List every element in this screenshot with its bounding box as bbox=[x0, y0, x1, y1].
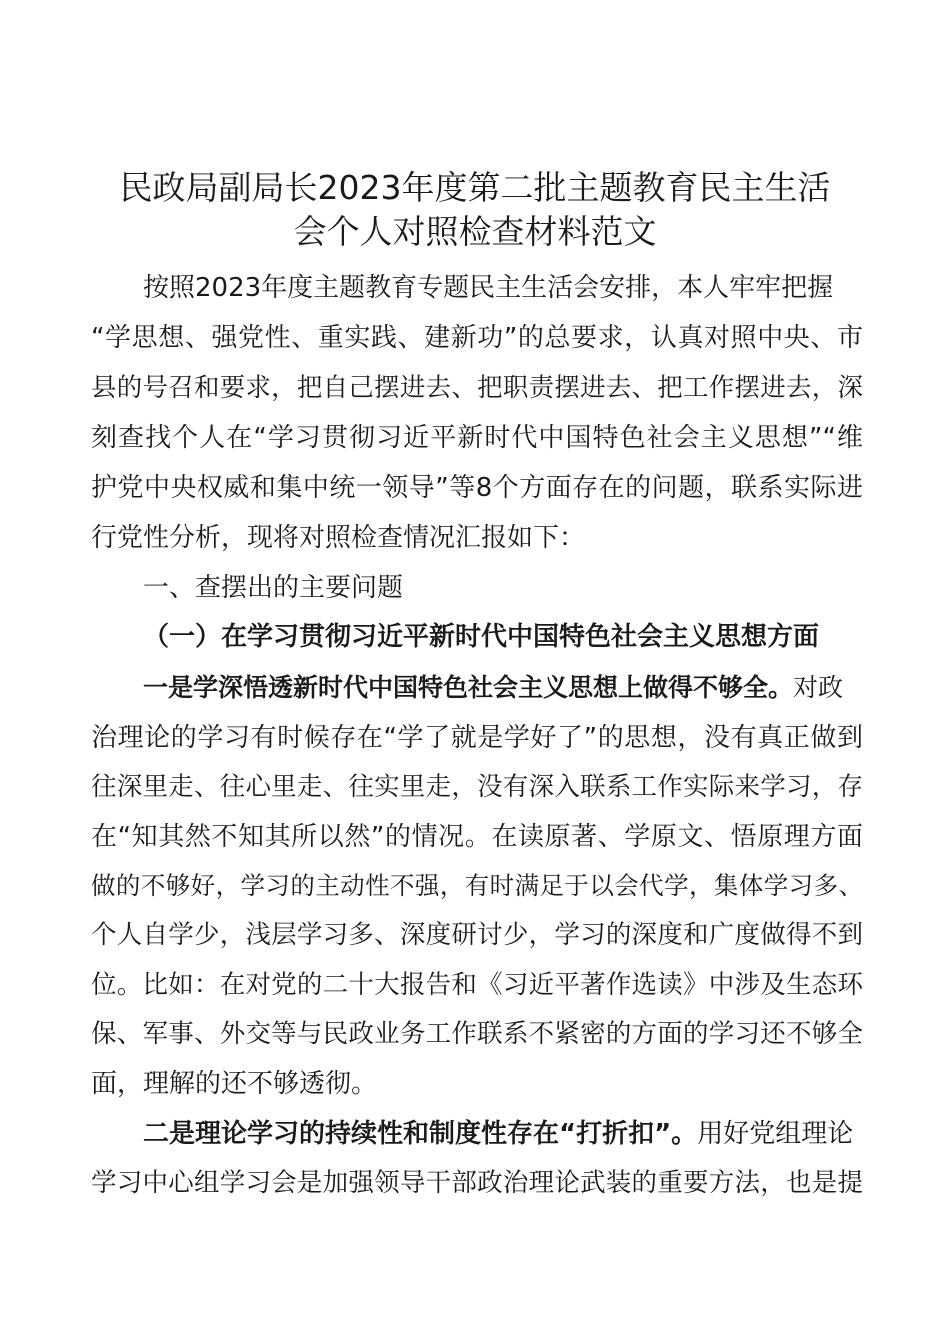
paragraph-line: 县的号召和要求，把自己摆进去、把职责摆进去、把工作摆进去，深 bbox=[91, 373, 863, 403]
paragraph-line bbox=[143, 1116, 855, 1152]
section-heading: 一、查摆出的主要问题 bbox=[143, 573, 404, 603]
subsection-heading: （一）在学习贯彻习近平新时代中国特色社会主义思想方面 bbox=[143, 622, 820, 652]
paragraph-line bbox=[143, 670, 855, 706]
document-title-line-1: 民政局副局长2023年度第二批主题教育民主生活 bbox=[119, 168, 831, 207]
paragraph-line: 位。比如：在对党的二十大报告和《习近平著作选读》中涉及生态环 bbox=[91, 970, 863, 1000]
paragraph-line: 学习中心组学习会是加强领导干部政治理论武装的重要方法，也是提 bbox=[91, 1168, 863, 1198]
paragraph-line: 按照2023年度主题教育专题民主生活会安排，本人牢牢把握 bbox=[143, 273, 834, 303]
paragraph-line: 做的不够好，学习的主动性不强，有时满足于以会代学，集体学习多、 bbox=[91, 871, 863, 900]
paragraph-line: 个人自学少，浅层学习多、深度研讨少，学习的深度和广度做得不到 bbox=[91, 920, 863, 950]
paragraph-line: 往深里走、往心里走、往实里走，没有深入联系工作实际来学习，存 bbox=[91, 772, 863, 802]
paragraph-line: 治理论的学习有时候存在“学了就是学好了”的思想，没有真正做到 bbox=[91, 723, 863, 753]
paragraph-line: 在“知其然不知其所以然”的情况。在读原著、学原文、悟原理方面 bbox=[91, 822, 863, 852]
line-remainder: 对政 bbox=[793, 673, 844, 702]
paragraph-line: 刻查找个人在“学习贯彻习近平新时代中国特色社会主义思想”“维 bbox=[91, 423, 863, 453]
paragraph-line: 行党性分析，现将对照检查情况汇报如下： bbox=[91, 523, 586, 553]
line-remainder: 用好党组理论 bbox=[697, 1119, 854, 1149]
paragraph-line: “学思想、强党性、重实践、建新功”的总要求，认真对照中央、市 bbox=[91, 323, 863, 353]
paragraph-line: 保、军事、外交等与民政业务工作联系不紧密的方面的学习还不够全 bbox=[91, 1019, 863, 1049]
bold-lead-1: 一是学深悟透新时代中国特色社会主义思想上做得不够全。 bbox=[143, 673, 794, 702]
paragraph-line: 面，理解的还不够透彻。 bbox=[91, 1069, 378, 1099]
bold-lead-2: 二是理论学习的持续性和制度性存在“打折扣”。 bbox=[143, 1119, 698, 1149]
paragraph-line: 护党中央权威和集中统一领导”等8个方面存在的问题，联系实际进 bbox=[91, 473, 863, 503]
document-title-line-2: 会个人对照检查材料范文 bbox=[293, 212, 657, 251]
